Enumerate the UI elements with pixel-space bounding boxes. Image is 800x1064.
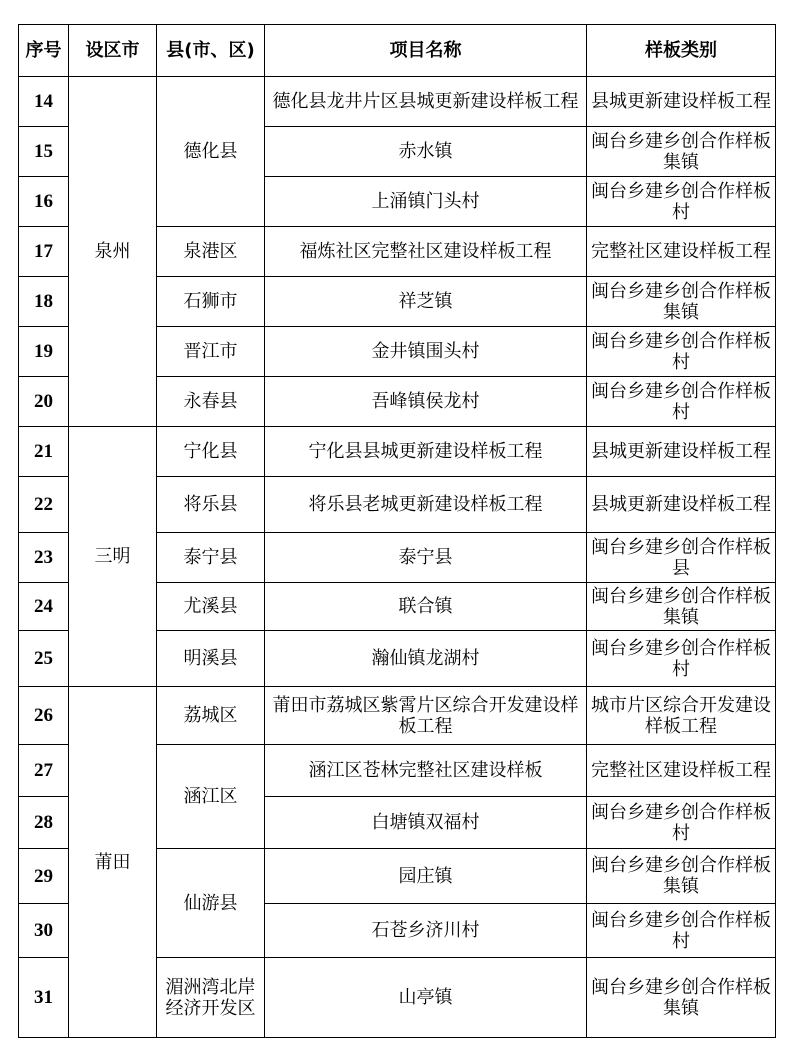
- category: 闽台乡建乡创合作样板集镇: [587, 583, 776, 631]
- category: 闽台乡建乡创合作样板村: [587, 631, 776, 687]
- header-category: 样板类别: [587, 25, 776, 77]
- county-cell: 宁化县: [157, 427, 265, 477]
- category: 闽台乡建乡创合作样板集镇: [587, 849, 776, 904]
- row-number: 19: [19, 327, 69, 377]
- category: 闽台乡建乡创合作样板村: [587, 327, 776, 377]
- row-number: 24: [19, 583, 69, 631]
- row-number: 29: [19, 849, 69, 904]
- project-name: 白塘镇双福村: [265, 797, 587, 849]
- project-name: 德化县龙井片区县城更新建设样板工程: [265, 77, 587, 127]
- row-number: 27: [19, 745, 69, 797]
- county-cell: 明溪县: [157, 631, 265, 687]
- category: 完整社区建设样板工程: [587, 227, 776, 277]
- project-name: 吾峰镇侯龙村: [265, 377, 587, 427]
- project-table: [18, 24, 776, 1038]
- category: 县城更新建设样板工程: [587, 427, 776, 477]
- row-number: 20: [19, 377, 69, 427]
- county-cell: 湄洲湾北岸经济开发区: [157, 958, 265, 1038]
- row-number: 28: [19, 797, 69, 849]
- row-number: 31: [19, 958, 69, 1038]
- row-number: 23: [19, 533, 69, 583]
- row-number: 30: [19, 904, 69, 958]
- county-cell: 泰宁县: [157, 533, 265, 583]
- project-name: 祥芝镇: [265, 277, 587, 327]
- project-name: 赤水镇: [265, 127, 587, 177]
- project-name: 泰宁县: [265, 533, 587, 583]
- header-county: 县(市、区): [157, 25, 265, 77]
- project-name: 瀚仙镇龙湖村: [265, 631, 587, 687]
- city-cell: 莆田: [69, 687, 157, 1038]
- row-number: 16: [19, 177, 69, 227]
- county-cell: 尤溪县: [157, 583, 265, 631]
- category: 闽台乡建乡创合作样板集镇: [587, 277, 776, 327]
- header-row: [19, 25, 776, 77]
- project-name: 涵江区苍林完整社区建设样板: [265, 745, 587, 797]
- project-name: 联合镇: [265, 583, 587, 631]
- row-number: 22: [19, 477, 69, 533]
- row-number: 25: [19, 631, 69, 687]
- county-cell: 荔城区: [157, 687, 265, 745]
- category: 完整社区建设样板工程: [587, 745, 776, 797]
- category: 闽台乡建乡创合作样板村: [587, 177, 776, 227]
- row-number: 17: [19, 227, 69, 277]
- city-cell: 三明: [69, 427, 157, 687]
- table-row: [19, 77, 776, 127]
- project-name: 福炼社区完整社区建设样板工程: [265, 227, 587, 277]
- row-number: 18: [19, 277, 69, 327]
- header-city: 设区市: [69, 25, 157, 77]
- county-cell: 晋江市: [157, 327, 265, 377]
- table-row: [19, 427, 776, 477]
- row-number: 15: [19, 127, 69, 177]
- row-number: 14: [19, 77, 69, 127]
- project-name: 金井镇围头村: [265, 327, 587, 377]
- category: 闽台乡建乡创合作样板村: [587, 797, 776, 849]
- row-number: 21: [19, 427, 69, 477]
- county-cell: 涵江区: [157, 745, 265, 849]
- header-seq: 序号: [19, 25, 69, 77]
- project-name: 莆田市荔城区紫霄片区综合开发建设样板工程: [265, 687, 587, 745]
- category: 闽台乡建乡创合作样板集镇: [587, 958, 776, 1038]
- project-name: 园庄镇: [265, 849, 587, 904]
- project-name: 将乐县老城更新建设样板工程: [265, 477, 587, 533]
- category: 闽台乡建乡创合作样板县: [587, 533, 776, 583]
- row-number: 26: [19, 687, 69, 745]
- project-name: 石苍乡济川村: [265, 904, 587, 958]
- project-name: 山亭镇: [265, 958, 587, 1038]
- category: 县城更新建设样板工程: [587, 77, 776, 127]
- category: 闽台乡建乡创合作样板集镇: [587, 127, 776, 177]
- city-cell: 泉州: [69, 77, 157, 427]
- category: 县城更新建设样板工程: [587, 477, 776, 533]
- county-cell: 德化县: [157, 77, 265, 227]
- header-project: 项目名称: [265, 25, 587, 77]
- category: 城市片区综合开发建设样板工程: [587, 687, 776, 745]
- county-cell: 泉港区: [157, 227, 265, 277]
- county-cell: 石狮市: [157, 277, 265, 327]
- project-name: 上涌镇门头村: [265, 177, 587, 227]
- county-cell: 将乐县: [157, 477, 265, 533]
- county-cell: 永春县: [157, 377, 265, 427]
- county-cell: 仙游县: [157, 849, 265, 958]
- category: 闽台乡建乡创合作样板村: [587, 904, 776, 958]
- category: 闽台乡建乡创合作样板村: [587, 377, 776, 427]
- project-name: 宁化县县城更新建设样板工程: [265, 427, 587, 477]
- table-row: [19, 687, 776, 745]
